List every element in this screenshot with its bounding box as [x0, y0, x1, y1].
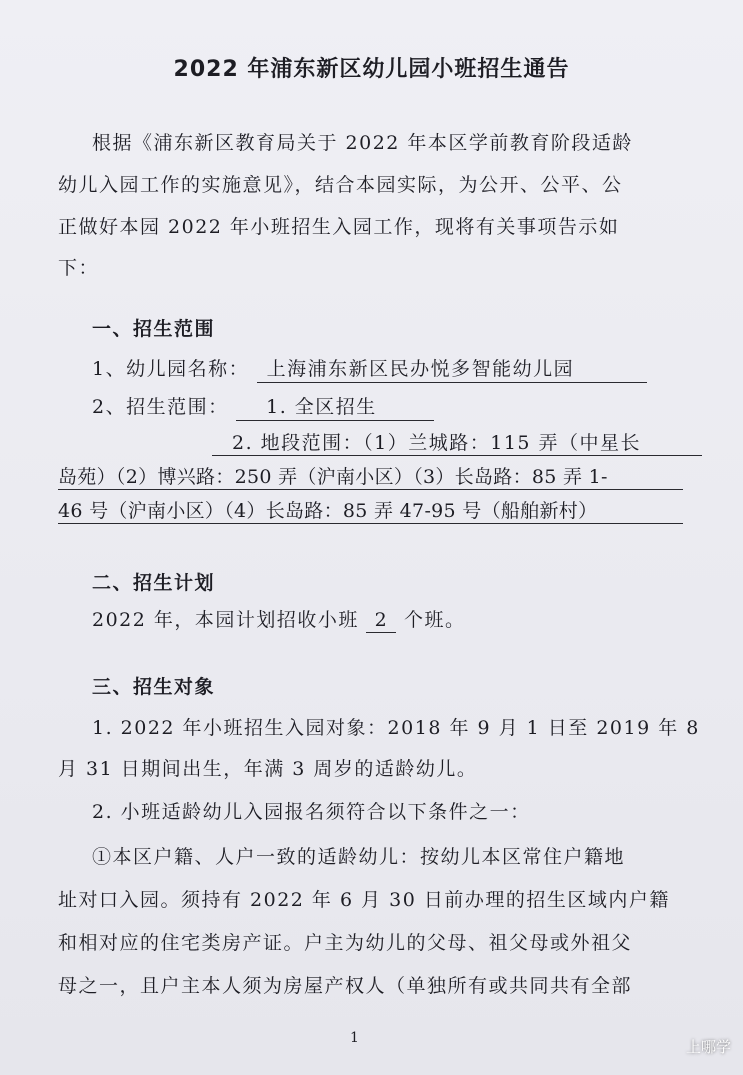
- area-line-3: 46 号（沪南小区）（4）长岛路：85 弄 47-95 号（船舶新村）: [58, 496, 683, 524]
- intro-line-1: 根据《浦东新区教育局关于 2022 年本区学前教育阶段适龄: [92, 132, 633, 154]
- page-number: 1: [350, 1030, 359, 1046]
- scope-label: 2、招生范围：: [92, 396, 229, 418]
- plan-count: 2: [366, 609, 396, 633]
- target-line-5: 址对口入园。须持有 2022 年 6 月 30 日前办理的招生区域内户籍: [58, 889, 670, 911]
- intro-line-2: 幼儿入园工作的实施意见》，结合本园实际，为公开、公平、公: [58, 174, 623, 196]
- school-name-row: [92, 354, 692, 383]
- plan-suffix: 个班。: [404, 609, 466, 631]
- target-line-2: 月 31 日期间出生，年满 3 周岁的适龄幼儿。: [58, 758, 478, 780]
- plan-row: [92, 605, 722, 633]
- target-line-7: 母之一，且户主本人须为房屋产权人（单独所有或共同共有全部: [58, 975, 633, 997]
- scope-row: [92, 392, 692, 421]
- school-name-value: 上海浦东新区民办悦多智能幼儿园: [257, 354, 647, 383]
- watermark: 上哪学: [685, 1038, 731, 1056]
- scope-value: 1. 全区招生: [236, 392, 434, 421]
- page-title: 2022 年浦东新区幼儿园小班招生通告: [173, 57, 570, 82]
- target-line-1: 1. 2022 年小班招生入园对象：2018 年 9 月 1 日至 2019 年 8: [92, 717, 700, 739]
- target-line-6: 和相对应的住宅类房产证。户主为幼儿的父母、祖父母或外祖父: [58, 932, 633, 954]
- section-1-heading: 一、招生范围: [92, 318, 216, 340]
- section-3-heading: 三、招生对象: [92, 676, 216, 698]
- school-name-label: 1、幼儿园名称：: [92, 358, 250, 380]
- area-line-1: 2. 地段范围：（1）兰城路：115 弄（中星长: [212, 428, 682, 456]
- section-2-heading: 二、招生计划: [92, 572, 216, 594]
- plan-prefix: 2022 年，本园计划招收小班: [92, 609, 359, 631]
- target-line-4: ①本区户籍、人户一致的适龄幼儿：按幼儿本区常住户籍地: [92, 846, 626, 868]
- target-line-3: 2. 小班适龄幼儿入园报名须符合以下条件之一：: [92, 801, 531, 823]
- area-line-2: 岛苑）（2）博兴路：250 弄（沪南小区）（3）长岛路：85 弄 1-: [58, 462, 683, 490]
- intro-line-4: 下：: [58, 257, 100, 279]
- intro-line-3: 正做好本园 2022 年小班招生入园工作，现将有关事项告示如: [58, 216, 620, 238]
